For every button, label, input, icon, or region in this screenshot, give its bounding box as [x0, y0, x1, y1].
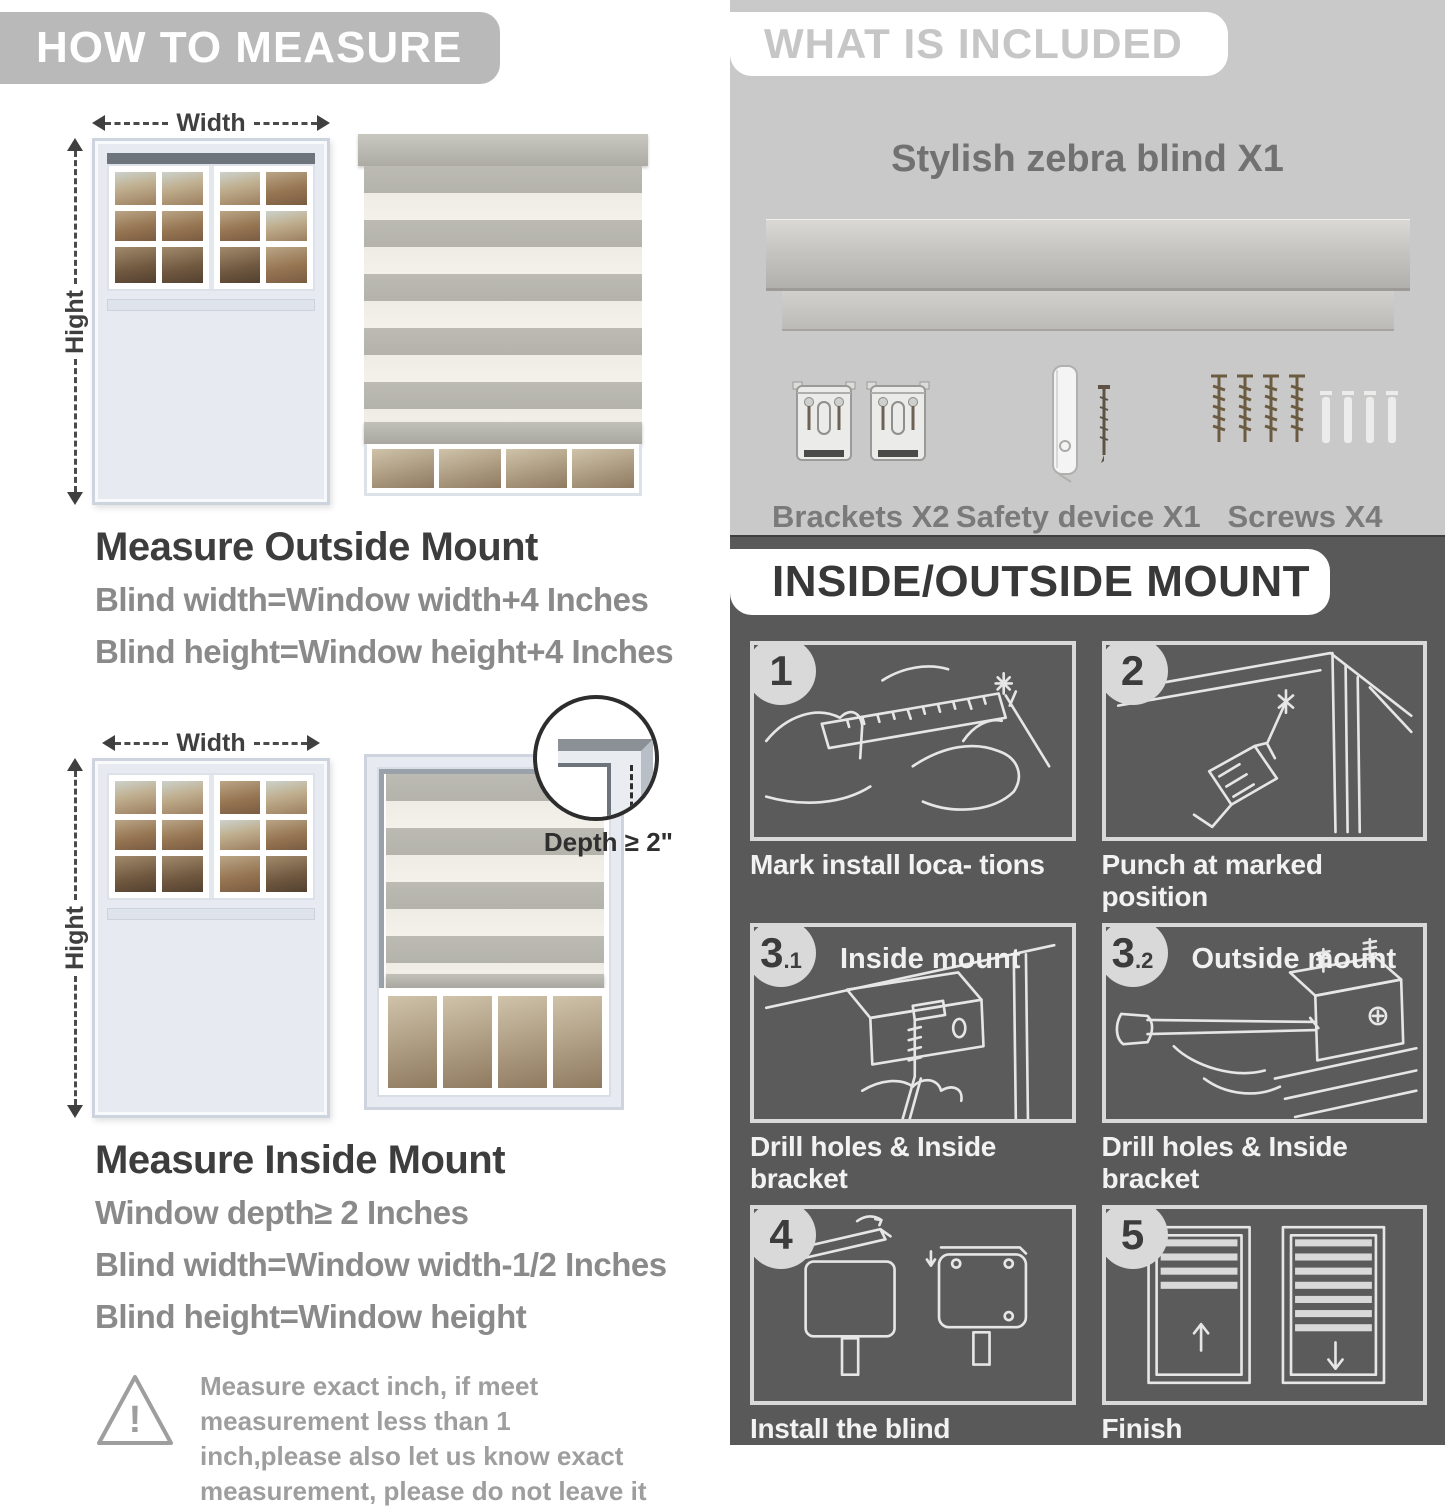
window-measurement-diagram-inside [58, 730, 330, 1118]
depth-dashed-line [630, 765, 633, 821]
depth-label: Depth ≥ 2" [543, 827, 673, 857]
width-arrow [102, 730, 320, 756]
arrowhead-down-icon [67, 1105, 83, 1118]
safety-device-icon [1044, 364, 1086, 484]
inside-outside-mount-title: INSIDE/OUTSIDE MOUNT [772, 557, 1311, 606]
component-brackets [772, 361, 950, 535]
window-head-strip [107, 153, 315, 164]
how-to-measure-column [0, 0, 723, 1506]
arrowhead-up-icon [67, 138, 83, 151]
arrowhead-up-icon [67, 758, 83, 771]
step-number-badge: 4 [750, 1205, 816, 1269]
inside-mount-depth-rule: Window depth≥ 2 Inches [95, 1194, 469, 1231]
component-safety-device [956, 361, 1201, 535]
outside-mount-formula-height: Blind height=Window height+4 Inches [95, 633, 674, 670]
window-sash [209, 166, 314, 289]
exclamation-triangle-icon [92, 1369, 178, 1455]
step-number-badge: 3 .2 [1102, 923, 1168, 987]
window-below-blind [379, 988, 609, 1095]
bracket-icon [866, 378, 930, 470]
step-5 [1102, 1205, 1428, 1445]
component-label-safety-device: Safety device X1 [955, 499, 1201, 534]
window-with-inside-blind [364, 754, 673, 1110]
step-5-panel [1102, 1205, 1428, 1405]
arrowhead-right-icon [317, 115, 330, 131]
window-below-blind [364, 444, 642, 496]
step-3-1 [750, 923, 1076, 1195]
how-to-measure-banner [0, 12, 500, 84]
what-is-included-title: WHAT IS INCLUDED [764, 20, 1183, 67]
step-1-panel [750, 641, 1076, 841]
zebra-blind-outside-mount [364, 134, 642, 496]
width-arrow [92, 110, 330, 136]
blind-bottom-rail [364, 422, 642, 444]
blind-bottom-rail [386, 974, 604, 988]
screw-icon [1096, 381, 1112, 467]
warning-text: Measure exact inch, if meet measurement less than 1 inch,please also let us know exact measurement, please do not leave it [200, 1371, 647, 1506]
window-sill [107, 299, 315, 311]
arrowhead-left-icon [102, 735, 115, 751]
outside-mount-formula-width: Blind width=Window width+4 Inches [95, 581, 649, 618]
step-3-2-caption: Drill holes & Inside bracket [1101, 1131, 1348, 1194]
component-label-brackets: Brackets X2 [772, 499, 950, 534]
step-number-badge: 5 [1102, 1205, 1168, 1269]
arrowhead-down-icon [67, 492, 83, 505]
exclamation-glyph: ! [128, 1399, 142, 1441]
window-sash [209, 775, 314, 898]
step-1-caption: Mark install loca- tions [750, 849, 1045, 880]
width-label: Width [176, 728, 246, 757]
outside-mount-title: Measure Outside Mount [95, 525, 538, 569]
window-sill [107, 908, 315, 920]
window-sash [109, 166, 209, 289]
outside-mount-diagram-row [58, 110, 723, 505]
step-4-panel [750, 1205, 1076, 1405]
measurement-warning [92, 1369, 652, 1509]
step-2 [1102, 641, 1428, 913]
screws-and-anchors-icon [1207, 364, 1403, 484]
component-label-screws: Screws X4 [1227, 499, 1383, 534]
step-3-1-caption: Drill holes & Inside bracket [750, 1131, 997, 1194]
step-3-2-panel [1102, 923, 1428, 1123]
what-is-included-banner [730, 12, 1228, 76]
step-2-caption: Punch at marked position [1101, 849, 1323, 912]
installation-steps-grid [750, 641, 1427, 1445]
step-3-1-panel [750, 923, 1076, 1123]
step-3-2-inner-title: Outside mount [1191, 943, 1397, 975]
arrowhead-right-icon [307, 735, 320, 751]
what-is-included-section [730, 0, 1445, 535]
step-2-panel [1102, 641, 1428, 841]
height-arrow [58, 138, 92, 505]
bracket-icon [792, 378, 856, 470]
step-4 [750, 1205, 1076, 1445]
zebra-stripes [364, 166, 642, 422]
right-column [723, 0, 1445, 1445]
depth-magnifier-icon [533, 695, 659, 821]
step-3-2 [1102, 923, 1428, 1195]
headrail-image [766, 219, 1410, 331]
blind-valance [358, 134, 647, 166]
height-label: Hight [60, 906, 89, 970]
step-4-caption: Install the blind [750, 1413, 951, 1444]
step-number-badge: 3 .1 [750, 923, 816, 987]
inside-mount-formula-width: Blind width=Window width-1/2 Inches [95, 1246, 667, 1283]
step-number-badge: 2 [1102, 641, 1168, 705]
height-label: Hight [60, 289, 89, 354]
step-3-1-inner-title: Inside mount [840, 943, 1021, 975]
inside-outside-mount-section [730, 537, 1445, 1445]
component-screws [1207, 361, 1403, 535]
window-measurement-diagram-outside [58, 110, 330, 505]
inside-mount-diagram-row [58, 730, 723, 1118]
how-to-measure-title: HOW TO MEASURE [36, 23, 463, 72]
width-label: Width [176, 108, 246, 137]
product-title: Stylish zebra blind X1 [891, 138, 1284, 180]
height-arrow [58, 758, 92, 1118]
window-photo-inside [92, 758, 330, 1118]
window-photo-outside [92, 138, 330, 505]
step-1 [750, 641, 1076, 913]
step-5-caption: Finish [1101, 1413, 1183, 1444]
inside-mount-title: Measure Inside Mount [95, 1138, 506, 1182]
components-row [730, 361, 1445, 535]
step-number-badge: 1 [750, 641, 816, 705]
window-sash [109, 775, 209, 898]
headrail-cassette [766, 219, 1410, 291]
headrail-fascia [782, 291, 1394, 331]
inside-outside-mount-banner [730, 549, 1330, 615]
inside-mount-formula-height: Blind height=Window height [95, 1298, 527, 1335]
arrowhead-left-icon [92, 115, 105, 131]
